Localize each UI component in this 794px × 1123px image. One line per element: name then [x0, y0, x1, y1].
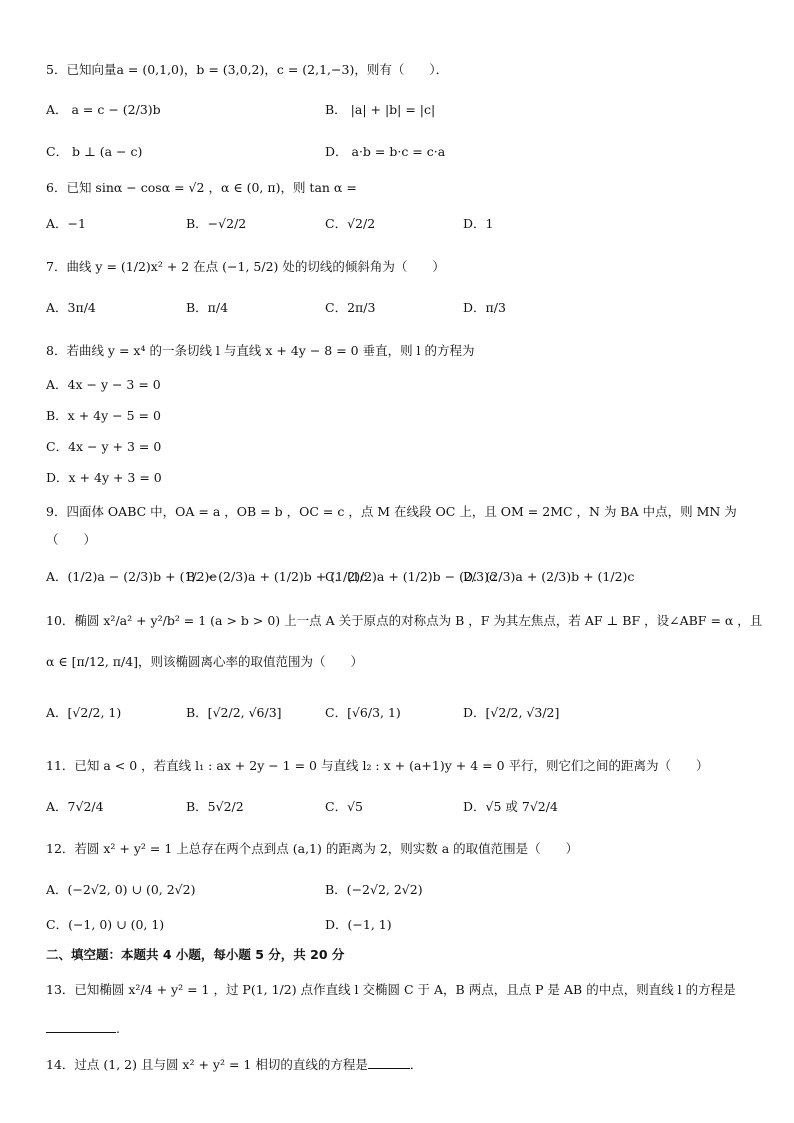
q12-option-b: B．(−2√2, 2√2) [325, 882, 423, 897]
q5-option-c: C． b ⊥ (a − c) [46, 144, 143, 159]
q14-line [46, 1054, 758, 1075]
q12-option-c: C．(−1, 0) ∪ (0, 1) [46, 917, 165, 932]
q6-option-c: C．√2/2 [325, 216, 376, 231]
q10-option-c: C．[√6/3, 1) [325, 705, 401, 720]
section-heading-fill-in: 二、填空题：本题共 4 小题，每小题 5 分，共 20 分 [46, 947, 345, 962]
q13-stem: 13．已知椭圆 x²/4 + y² = 1 ，过 P(1, 1/2) 点作直线 l 交椭圆 C 于 A，B 两点，且点 P 是 AB 的中点，则直线 l 的方程是 [46, 982, 736, 997]
q9-paren: （ ） [46, 532, 97, 547]
q14-stem: 14．过点 (1, 2) 且与圆 x² + y² = 1 相切的直线的方程是 [46, 1057, 368, 1072]
q14-answer-blank[interactable] [368, 1054, 410, 1069]
q9-stem: 9．四面体 OABC 中，OA = a ，OB = b ，OC = c ，点 M 在线段 OC 上，且 OM = 2MC ，N 为 BA 中点，则 MN 为 [46, 504, 737, 519]
q6-option-d: D．1 [463, 216, 494, 231]
q6-option-b: B．−√2/2 [186, 216, 247, 231]
q7-option-b: B．π/4 [186, 300, 229, 315]
q12-option-d: D．(−1, 1) [325, 917, 392, 932]
q12-stem: 12．若圆 x² + y² = 1 上总存在两个点到点 (a,1) 的距离为 2，则实数 a 的取值范围是（ ） [46, 841, 579, 856]
q7-option-a: A．3π/4 [46, 300, 96, 315]
q11-option-d: D．√5 或 7√2/4 [463, 799, 558, 814]
q10-option-b: B．[√2/2, √6/3] [186, 705, 282, 720]
q12-option-a: A．(−2√2, 0) ∪ (0, 2√2) [46, 882, 196, 897]
q14-end-mark: ． [409, 1057, 423, 1072]
q8-stem: 8．若曲线 y = x⁴ 的一条切线 l 与直线 x + 4y − 8 = 0 垂直，则 l 的方程为 [46, 343, 475, 358]
q10-stem-2: α ∈ [π/12, π/4]，则该椭圆离心率的取值范围为（ ） [46, 654, 364, 669]
q11-option-a: A．7√2/4 [46, 799, 104, 814]
q9-option-b: B．−(2/3)a + (1/2)b + (1/2)c [186, 569, 368, 584]
q8-option-b: B．x + 4y − 5 = 0 [46, 408, 161, 423]
q5-stem: 5．已知向量a = (0,1,0)，b = (3,0,2)，c = (2,1,−3)，则有（ ）． [46, 62, 449, 77]
q7-stem: 7．曲线 y = (1/2)x² + 2 在点 (−1, 5/2) 处的切线的倾斜角为（ ） [46, 259, 445, 274]
q13-answer-blank[interactable] [46, 1018, 116, 1033]
q9-option-c: C．(1/2)a + (1/2)b − (2/3)c [325, 569, 496, 584]
q9-option-d: D．(2/3)a + (2/3)b + (1/2)c [463, 569, 635, 584]
q10-option-a: A．[√2/2, 1) [46, 705, 122, 720]
q5-option-b: B． |a| + |b| = |c| [325, 102, 436, 117]
q6-stem: 6．已知 sinα − cosα = √2 ，α ∈ (0, π)，则 tan α = [46, 180, 357, 195]
q11-option-c: C．√5 [325, 799, 363, 814]
q6-option-a: A．−1 [46, 216, 86, 231]
q13-answer-blank-row [46, 1018, 120, 1039]
q7-option-c: C．2π/3 [325, 300, 376, 315]
q5-option-d: D． a·b = b·c = c·a [325, 144, 446, 159]
q11-stem: 11．已知 a < 0 ，若直线 l₁ : ax + 2y − 1 = 0 与直线 l₂ : x + (a+1)y + 4 = 0 平行，则它们之间的距离为（ ） [46, 758, 709, 773]
q8-option-d: D．x + 4y + 3 = 0 [46, 470, 162, 485]
q9-option-a: A．(1/2)a − (2/3)b + (1/2)c [46, 569, 217, 584]
q5-option-a: A． a = c − (2/3)b [46, 102, 161, 117]
q10-option-d: D．[√2/2, √3/2] [463, 705, 560, 720]
q10-stem: 10．椭圆 x²/a² + y²/b² = 1 (a > b > 0) 上一点 A 关于原点的对称点为 B ，F 为其左焦点，若 AF ⊥ BF ，设∠ABF = α ，且 [46, 613, 763, 628]
q8-option-c: C．4x − y + 3 = 0 [46, 439, 162, 454]
q8-option-a: A．4x − y − 3 = 0 [46, 377, 161, 392]
q11-option-b: B．5√2/2 [186, 799, 244, 814]
q13-end-mark: . [116, 1021, 120, 1036]
q7-option-d: D．π/3 [463, 300, 506, 315]
